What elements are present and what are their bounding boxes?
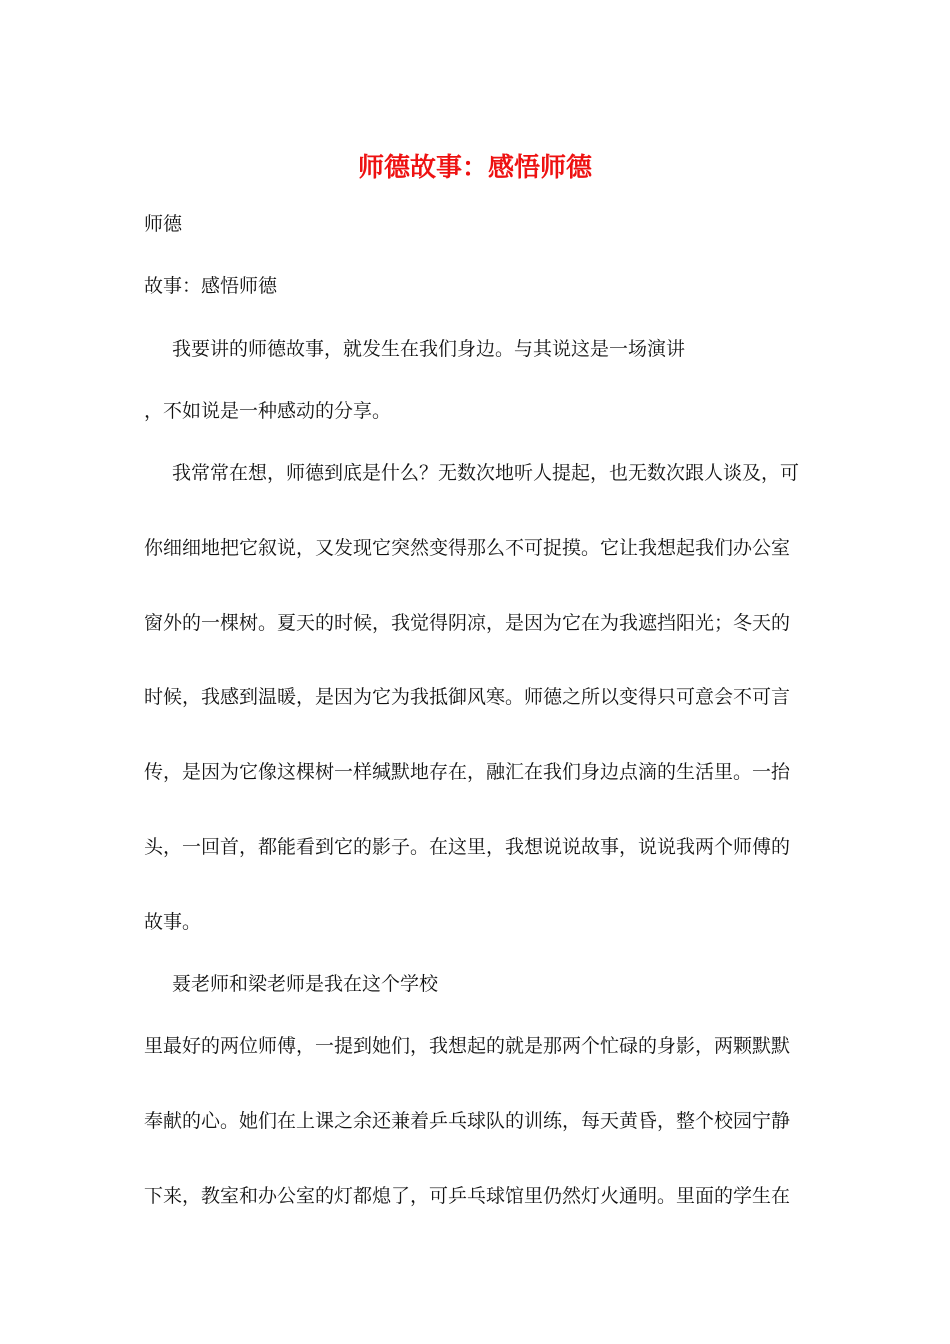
text-line: 奉献的心。她们在上课之余还兼着乒乓球队的训练，每天黄昏，整个校园宁静	[144, 1110, 791, 1132]
text-line: 聂老师和梁老师是我在这个学校	[172, 973, 439, 995]
text-line: 窗外的一棵树。夏天的时候，我觉得阴凉，是因为它在为我遮挡阳光；冬天的	[144, 612, 791, 634]
text-line: 我常常在想，师德到底是什么？无数次地听人提起，也无数次跟人谈及，可	[172, 462, 800, 484]
text-line: 故事。	[144, 911, 202, 933]
document-title: 师德故事：感悟师德	[357, 153, 592, 183]
text-line: 时候，我感到温暖，是因为它为我抵御风寒。师德之所以变得只可意会不可言	[144, 686, 791, 708]
text-line: 故事：感悟师德	[144, 275, 278, 297]
text-line: ，不如说是一种感动的分享。	[144, 400, 392, 422]
text-line: 下来，教室和办公室的灯都熄了，可乒乓球馆里仍然灯火通明。里面的学生在	[144, 1185, 791, 1207]
text-line: 传，是因为它像这棵树一样缄默地存在，融汇在我们身边点滴的生活里。一抬	[144, 761, 791, 783]
text-line: 师德	[144, 213, 183, 235]
text-line: 我要讲的师德故事，就发生在我们身边。与其说这是一场演讲	[172, 338, 686, 360]
text-line: 里最好的两位师傅，一提到她们，我想起的就是那两个忙碌的身影，两颗默默	[144, 1035, 791, 1057]
text-line: 你细细地把它叙说，又发现它突然变得那么不可捉摸。它让我想起我们办公室	[144, 537, 791, 559]
text-line: 头，一回首，都能看到它的影子。在这里，我想说说故事，说说我两个师傅的	[144, 836, 791, 858]
